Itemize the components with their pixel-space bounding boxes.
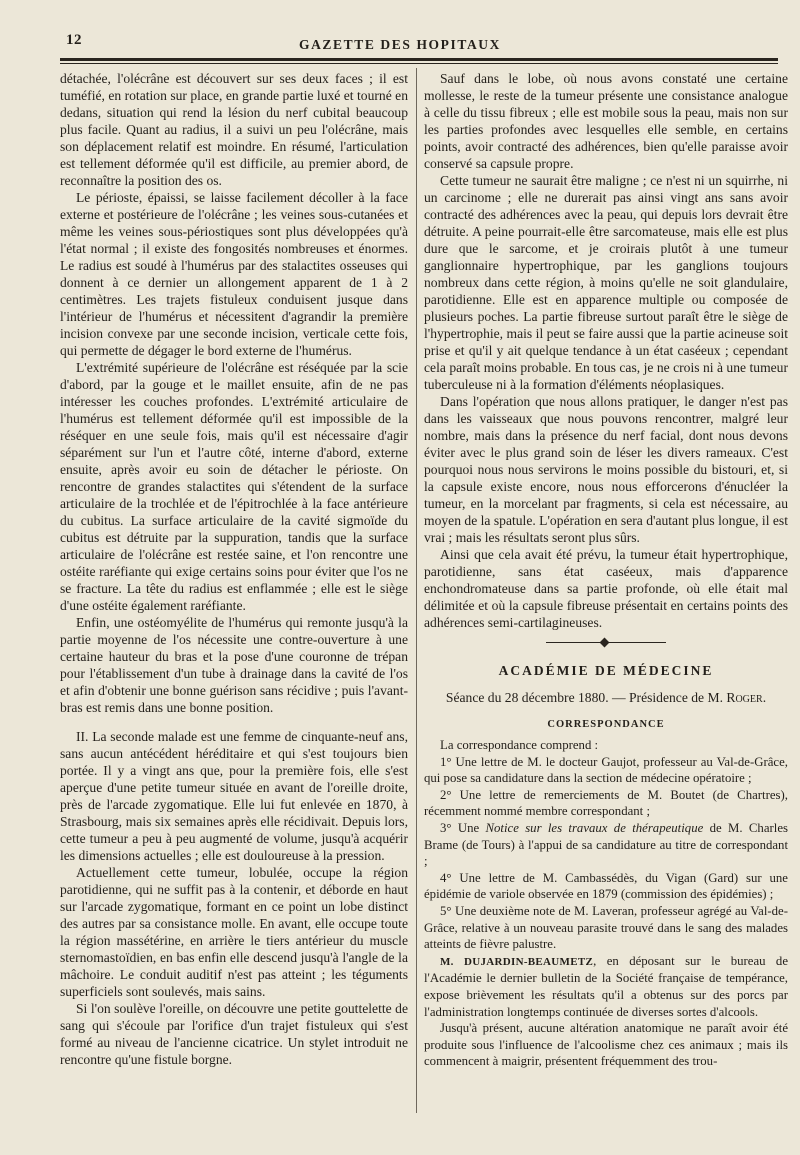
correspondence-item: 4° Une lettre de M. Cambassédès, du Vigan (Gard) sur une épidémie de variole observée en 1879 (commission des épidémies) ; <box>424 870 788 902</box>
paragraph: Sauf dans le lobe, où nous avons constaté une certaine mollesse, le reste de la tumeur présente une consistance analogue à celle du tissu fibreux ; elle est mobile sous la peau, mais non sur les parties profondes avec lesquelles elle semble, en certains points, avoir contracté des adhérences, bien qu'elle paraisse avoir conservé sa capsule propre. <box>424 71 788 171</box>
correspondence-item: 5° Une deuxième note de M. Laveran, professeur agrégé au Val-de-Grâce, relative à un nouveau parasite trouvé dans le sang des malades atteints de fièvre palustre. <box>424 903 788 952</box>
item-text: de M. Charles Brame (de Tours) à l'appui de sa candidature au titre de correspondant ; <box>424 820 788 869</box>
page-number: 12 <box>66 32 82 48</box>
section-title: ACADÉMIE DE MÉDECINE <box>498 663 714 678</box>
paragraph: Cette tumeur ne saurait être maligne ; ce n'est ni un squirrhe, ni un carcinome ; elle ne durerait pas ainsi vingt ans sans avoir contracté des adhérences avec la peau, qui depuis lors devrait être détruite. A peine pourrait-elle être sarcomateuse, mais elle est plus dure que le sarcome, et je croirais plutôt à une tumeur ganglionnaire hypertrophique, par les ganglions toujours nombreux dans cette région, à moins qu'elle ne soit glandulaire, parotidienne. Elle est en apparence multiple ou composée de plusieurs poches. La partie fibreuse surtout paraît être le siège de l'hypertrophie, mais il peut se faire aussi que la partie acineuse soit prise et qu'il y ait quelque tendance à un état caséeux ; cependant cela paraît moins probable. En tous cas, je ne crois ni à une tumeur tuberculeuse ni à la formation d'éléments néoplasiques. <box>424 173 788 392</box>
speaker-name: M. DUJARDIN-BEAUMETZ <box>440 955 594 968</box>
communication-paragraph <box>424 953 788 1020</box>
paragraph: Dans l'opération que nous allons pratiquer, le danger n'est pas dans les vaisseaux que nous pouvons rencontrer, malgré leur nombre, mais dans la présence du nerf facial, dont nous devons éviter avec le plus grand soin de léser les divers rameaux. C'est pourquoi nous nous servirons le moins possible du bistouri, et, si la capsule existe encore, nous nous efforcerons d'énucléer la tumeur, en la morcelant par fragments, si cela est nécessaire, au moyen de la spatule. L'opération en sera d'autant plus longue, il est vrai ; mais les résultats seront plus sûrs. <box>424 394 788 545</box>
communication-paragraph: Jusqu'à présent, aucune altération anatomique ne paraît avoir été produite sous l'influence de l'alcoolisme chez ces animaux ; mais ils commencent à maigrir, présentent fréquemment des trou- <box>424 1021 788 1069</box>
paragraph: détachée, l'olécrâne est découvert sur ses deux faces ; il est tuméfié, en rotation sur place, en grande partie luxé et tourné en dedans, situation qui rend la lésion du nerf cubital beaucoup plus facile. Quant au radius, il a suivi un peu l'olécrâne, mais son déplacement relatif est moindre. En résumé, l'articulation est tellement déformée qu'il est difficile, au premier abord, de reconnaître la position des os. <box>60 71 408 188</box>
section-ornament <box>546 639 666 646</box>
paragraph: Si l'on soulève l'oreille, on découvre une petite gouttelette de sang qui s'écoule par l'orifice d'un trajet fistuleux qui s'est formé au niveau de l'ancienne cicatrice. Un stylet introduit ne rencontre qu'une fistule borgne. <box>60 1001 408 1067</box>
right-column <box>424 70 788 1070</box>
item-text: 3° Une <box>440 820 486 835</box>
subsection-title: CORRESPONDANCE <box>547 719 665 730</box>
paragraph: II. La seconde malade est une femme de cinquante-neuf ans, sans aucun antécédent héréditaire et qui s'est toujours bien portée. Il y a vingt ans que, pour la première fois, elle s'est aperçue d'une petite tumeur située en avant de l'oreille droite, près de l'arcade zygomatique. Elle lui fut enlevée en 1870, à Strasbourg, mais six semaines après elle récidivait. Depuis lors, cette tumeur a peu à peu augmenté de volume, jusqu'à acquérir les dimensions actuelles ; elle est douloureuse à la pression. <box>60 729 408 863</box>
item-title-italic: Notice sur les travaux de thérapeutique <box>485 820 704 835</box>
paragraph: Ainsi que cela avait été prévu, la tumeur était hypertrophique, parotidienne, sans état caséeux, mais d'apparence enchondromateuse dans sa partie profonde, où elle était mal délimitée et où la capsule fibreuse présentait en certains points des adhérences semi-cartilagineuses. <box>424 547 788 630</box>
session-prefix: Séance du 28 décembre 1880. — Présidence de M. <box>445 690 727 705</box>
correspondence-item: 2° Une lettre de remerciements de M. Boutet (de Chartres), récemment nommé membre correspondant ; <box>424 787 788 819</box>
communication-text: , en déposant sur le bureau de l'Académie le dernier bulletin de la Société française de tempérance, expose brièvement les résultats qu'il a obtenus sur des porcs par l'administration longtemps continuée de diverses sortes d'alcools. <box>424 953 788 1019</box>
paragraph: Actuellement cette tumeur, lobulée, occupe la région parotidienne, qui ne suffit pas à la contenir, et déborde en haut sur l'arcade zygomatique, formant en ce point un lobe distinct des autres par sa consistance molle. En avant, elle occupe toute la région massétérine, en arrière le tiers antérieur du muscle sternomastoïdien, en bas enfin elle descend jusqu'à l'angle de la mâchoire. Le conduit auditif n'est pas atteint ; les téguments superficiels sont soulevés, mais sains. <box>60 865 408 999</box>
paragraph: Le périoste, épaissi, se laisse facilement décoller à la face externe et postérieure de l'olécrâne ; les veines sous-cutanées et même les veines sous-périostiques sont plus développées qu'à l'état normal ; il existe des fongosités nombreuses et énormes. Le radius est soudé à l'humérus par des stalactites osseuses qui donnent à ce dernier un allongement apparent de 1 à 2 centimètres. Les trajets fistuleux conduisent jusque dans l'intérieur de l'humérus et nécessitent d'agrandir la première incision convexe par une seconde incision, verticale cette fois, qui permette de dégager le bord externe de l'humérus. <box>60 190 408 358</box>
correspondence-item: 1° Une lettre de M. le docteur Gaujot, professeur au Val-de-Grâce, qui pose sa candidature dans la section de médecine opératoire ; <box>424 754 788 786</box>
left-column <box>60 70 408 1068</box>
header-rule-thin <box>60 63 778 64</box>
session-line <box>424 689 788 706</box>
session-suffix: . <box>762 690 767 705</box>
running-title: GAZETTE DES HOPITAUX <box>298 37 502 52</box>
spacer <box>60 716 408 728</box>
column-divider <box>416 68 417 1113</box>
paragraph: L'extrémité supérieure de l'olécrâne est réséquée par la scie d'abord, par la gouge et le maillet ensuite, afin de ne pas intéresser les couches profondes. L'extrémité articulaire de l'humérus est tellement déformée qu'il est impossible de la réséquer en une seule fois, mais qu'il est nécessaire d'agir séparément sur l'un et l'autre côté, interne d'abord, externe ensuite, après avoir eu soin de détacher le périoste. On rencontre de grandes stalactites qui s'étendent de la surface articulaire de la trochlée et de l'épitrochlée à la face antérieure du cubitus. La surface articulaire de la cavité sigmoïde du cubitus est détruite par la suppuration, tandis que la surface articulaire de l'olécrâne est restée saine, et l'on rencontre une ostéite raréfiante qui exige certains soins pour éviter que l'os ne se fracture. La tête du radius est enflammée ; elle est le siège d'une ostéite également raréfiante. <box>60 360 408 613</box>
session-president: Roger <box>726 690 763 705</box>
header-rule-thick <box>60 58 778 61</box>
paragraph: Enfin, une ostéomyélite de l'humérus qui remonte jusqu'à la partie moyenne de l'os nécessite une contre-ouverture à une certaine hauteur du bras et la pose d'une couronne de trépan pour l'établissement d'un tube à drainage dans la cavité de l'os et afin d'obtenir une bonne guérison sans récidive ; puis l'avant-bras est remis dans une bonne position. <box>60 615 408 715</box>
correspondence-intro: La correspondance comprend : <box>440 738 599 752</box>
correspondence-item <box>424 820 788 870</box>
correspondence-block <box>424 737 788 1070</box>
